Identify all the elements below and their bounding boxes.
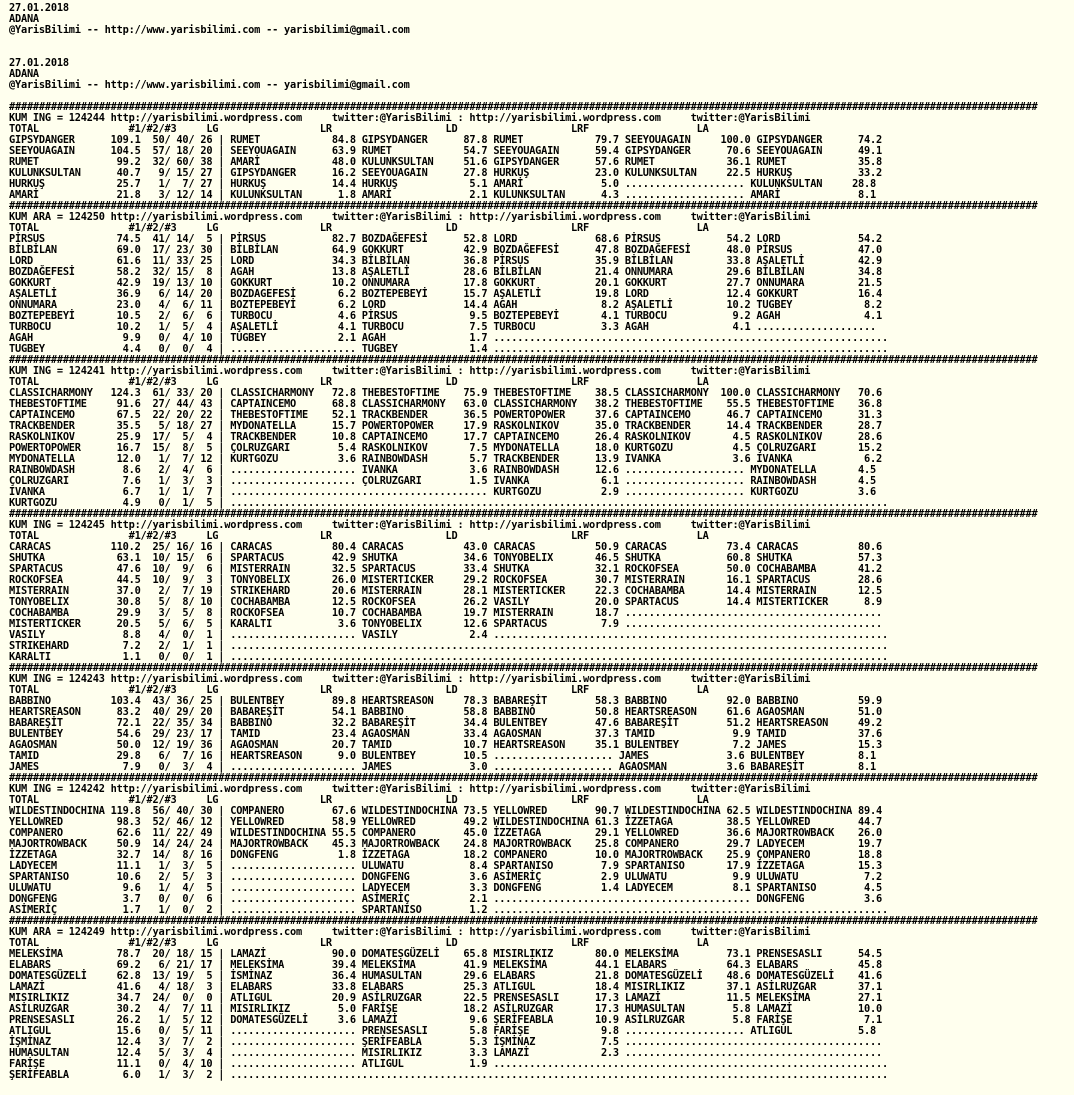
race-header: KUM ING = 124242 http://yarisbilimi.wordpress.com twitter:@YarisBilimi : http://yarisbilimi.wordpress.com twitter:@YarisBilimi	[9, 783, 811, 795]
table-row: AGAH 9.9 0/ 4/ 10 | TUGBEY 2.1 AGAH 1.7 ..................................................................	[9, 332, 888, 344]
table-row: TURBOCU 10.2 1/ 5/ 4 | AŞALETLİ 4.1 TURBOCU 7.5 TURBOCU 3.3 AGAH 4.1 ....................	[9, 321, 876, 333]
table-row: HUMASULTAN 12.4 5/ 3/ 4 | ..................... MISIRLIKIZ 3.3 LAMAZİ 2.3 ...........................................	[9, 1047, 882, 1059]
table-row: GIPSYDANGER 109.1 50/ 40/ 26 | RUMET 84.8 GIPSYDANGER 87.8 RUMET 79.7 SEEYOUAGAIN 100.0 GIPSYDANGER 74.2	[9, 134, 882, 146]
race-header: KUM ING = 124245 http://yarisbilimi.wordpress.com twitter:@YarisBilimi : http://yarisbilimi.wordpress.com twitter:@YarisBilimi	[9, 519, 811, 531]
contact-line: @YarisBilimi -- http://www.yarisbilimi.com -- yarisbilimi@gmail.com	[9, 24, 410, 36]
column-header: TOTAL #1/#2/#3 LG LR LD LRF LA	[9, 937, 709, 949]
table-row: ULUWATU 9.6 1/ 4/ 5 | ..................... LADYECEM 3.3 DONGFENG 1.4 LADYECEM 8.1 SPARTANISO 4.5	[9, 882, 882, 894]
table-row: MISTERRAIN 37.0 2/ 7/ 19 | STRIKEHARD 20.6 MISTERRAIN 28.1 MISTERTICKER 22.3 COCHABAMBA 14.4 MISTERRAIN 12.5	[9, 585, 882, 597]
table-row: LORD 61.6 11/ 33/ 25 | LORD 34.3 BİLBİLAN 36.8 PİRSUS 35.9 BİLBİLAN 33.8 AŞALETLİ 42.9	[9, 255, 882, 267]
section-separator: ############################################################################################################################################################################	[9, 354, 1038, 366]
column-header: TOTAL #1/#2/#3 LG LR LD LRF LA	[9, 530, 709, 542]
table-row: LADYECEM 11.1 1/ 3/ 5 | ..................... ULUWATU 8.4 SPARTANISO 7.9 SPARTANISO 17.9 İZZETAGA 15.3	[9, 860, 882, 872]
table-row: ŞERİFEABLA 6.0 1/ 3/ 2 | ..............................................................................................................	[9, 1069, 888, 1081]
table-row: MELEKSİMA 78.7 20/ 18/ 15 | LAMAZİ 90.0 DOMATESGÜZELİ 65.8 MISIRLIKIZ 80.0 MELEKSİMA 73.1 PRENSESASLI 54.5	[9, 948, 882, 960]
table-row: ONNUMARA 23.0 4/ 6/ 11 | BOZTEPEBEYİ 6.2 LORD 14.4 AGAH 8.2 AŞALETLİ 10.2 TUGBEY 8.2	[9, 299, 882, 311]
column-header: TOTAL #1/#2/#3 LG LR LD LRF LA	[9, 222, 709, 234]
column-header: TOTAL #1/#2/#3 LG LR LD LRF LA	[9, 794, 709, 806]
table-row: BULENTBEY 54.6 29/ 23/ 17 | TAMID 23.4 AGAOSMAN 33.4 AGAOSMAN 37.3 TAMID 9.9 TAMID 37.6	[9, 728, 882, 740]
table-row: ELABARS 69.2 6/ 21/ 17 | MELEKSİMA 39.4 MELEKSİMA 41.9 MELEKSİMA 44.1 ELABARS 64.3 ELABARS 45.8	[9, 959, 882, 971]
blank-line	[9, 36, 1074, 47]
race-header: KUM ING = 124244 http://yarisbilimi.wordpress.com twitter:@YarisBilimi : http://yarisbilimi.wordpress.com twitter:@YarisBilimi	[9, 112, 811, 124]
table-row: KULUNKSULTAN 40.7 9/ 15/ 27 | GIPSYDANGER 16.2 SEEYOUAGAIN 27.8 HURKUŞ 23.0 KULUNKSULTAN 22.5 HURKUŞ 33.2	[9, 167, 882, 179]
contact-line: @YarisBilimi -- http://www.yarisbilimi.com -- yarisbilimi@gmail.com	[9, 79, 410, 91]
table-row: IVANKA 6.7 1/ 1/ 7 | ........................................... KURTGOZU 2.9 .................... KURTGOZU 3.6	[9, 486, 876, 498]
table-row: ASİMERİÇ 1.7 1/ 0/ 2 | ..................... SPARTANISO 1.2 ..................................................................	[9, 904, 888, 916]
table-row: BİLBİLAN 69.0 17/ 23/ 30 | BİLBİLAN 64.9 GOKKURT 42.9 BOZDAĞEFESİ 47.8 BOZDAĞEFESİ 48.0 PİRSUS 47.0	[9, 244, 882, 256]
table-row: PİRSUS 74.5 41/ 14/ 5 | PİRSUS 82.7 BOZDAĞEFESİ 52.8 LORD 68.6 PİRSUS 54.2 LORD 54.2	[9, 233, 882, 245]
table-row: YELLOWRED 98.3 52/ 46/ 12 | YELLOWRED 58.9 YELLOWRED 49.2 WILDESTINDOCHINA 61.3 İZZETAGA 38.5 YELLOWRED 44.7	[9, 816, 882, 828]
race-header: KUM ARA = 124249 http://yarisbilimi.wordpress.com twitter:@YarisBilimi : http://yarisbilimi.wordpress.com twitter:@YarisBilimi	[9, 926, 811, 938]
text-line: ADANA	[9, 68, 39, 80]
table-row: RASKOLNIKOV 25.9 17/ 5/ 4 | TRACKBENDER 10.8 CAPTAINCEMO 17.7 CAPTAINCEMO 26.4 RASKOLNIKOV 4.5 RASKOLNIKOV 28.6	[9, 431, 882, 443]
table-row: LAMAZİ 41.6 4/ 18/ 3 | ELABARS 33.8 ELABARS 25.3 ATLIGUL 18.4 MISIRLIKIZ 37.1 ASİLRUZGAR 37.1	[9, 981, 882, 993]
table-row: İŞMİNAZ 12.4 3/ 7/ 2 | ..................... ŞERİFEABLA 5.3 İŞMİNAZ 7.5 ...........................................	[9, 1036, 882, 1048]
table-row: JAMES 7.9 0/ 3/ 4 | ..................... JAMES 3.0 .................... AGAOSMAN 3.6 BABAREŞİT 8.1	[9, 761, 876, 773]
column-header: TOTAL #1/#2/#3 LG LR LD LRF LA	[9, 684, 709, 696]
table-row: CARACAS 110.2 25/ 16/ 16 | CARACAS 80.4 CARACAS 43.0 CARACAS 50.9 CARACAS 73.4 CARACAS 80.6	[9, 541, 882, 553]
table-row: COCHABAMBA 29.9 3/ 5/ 8 | ROCKOFSEA 10.7 COCHABAMBA 19.7 MISTERRAIN 18.7 ...........................................	[9, 607, 882, 619]
race-header: KUM ARA = 124250 http://yarisbilimi.wordpress.com twitter:@YarisBilimi : http://yarisbilimi.wordpress.com twitter:@YarisBilimi	[9, 211, 811, 223]
date-line: 27.01.2018	[9, 57, 69, 69]
table-row: SHUTKA 63.1 10/ 15/ 6 | SPARTACUS 42.9 SHUTKA 34.6 TONYOBELIX 46.5 SHUTKA 60.8 SHUTKA 57.3	[9, 552, 882, 564]
table-row: STRIKEHARD 7.2 2/ 1/ 1 | ..............................................................................................................	[9, 640, 888, 652]
table-row: AMARİ 21.8 3/ 12/ 14 | KULUNKSULTAN 1.8 AMARİ 2.1 KULUNKSULTAN 4.3 .................... AMARİ 8.1	[9, 189, 876, 201]
table-row: VASILY 8.8 4/ 0/ 1 | ..................... VASILY 2.4 ..................................................................	[9, 629, 888, 641]
table-row: ASİLRUZGAR 30.2 4/ 7/ 11 | MISIRLIKIZ 5.0 FARİŞE 18.2 ASİLRUZGAR 17.3 HUMASULTAN 5.8 LAMAZİ 10.0	[9, 1003, 882, 1015]
section-separator: ############################################################################################################################################################################	[9, 101, 1038, 113]
table-row: ATLIGUL 15.6 0/ 5/ 11 | ..................... PRENSESASLI 5.8 FARİŞE 9.8 .................... ATLIGUL 5.8	[9, 1025, 876, 1037]
table-row: SPARTANISO 10.6 2/ 5/ 3 | ..................... DONGFENG 3.6 ASİMERİÇ 2.9 ULUWATU 9.9 ULUWATU 7.2	[9, 871, 882, 883]
table-row: DONGFENG 3.7 0/ 0/ 6 | ..................... ASİMERİÇ 2.1 ........................................... DONGFENG 3.6	[9, 893, 882, 905]
text-line: ADANA	[9, 13, 39, 25]
section-separator: ############################################################################################################################################################################	[9, 772, 1038, 784]
table-row: CAPTAINCEMO 67.5 22/ 20/ 22 | THEBESTOFTIME 52.1 TRACKBENDER 36.5 POWERTOPOWER 37.6 CAPTAINCEMO 46.7 CAPTAINCEMO 31.3	[9, 409, 882, 421]
race-header: KUM ING = 124243 http://yarisbilimi.wordpress.com twitter:@YarisBilimi : http://yarisbilimi.wordpress.com twitter:@YarisBilimi	[9, 673, 811, 685]
column-header: TOTAL #1/#2/#3 LG LR LD LRF LA	[9, 123, 709, 135]
table-row: ÇOLRUZGARI 7.6 1/ 3/ 3 | ..................... ÇOLRUZGARI 1.5 IVANKA 6.1 .................... RAINBOWDASH 4.5	[9, 475, 876, 487]
table-row: SPARTACUS 47.6 10/ 9/ 6 | MISTERRAIN 32.5 SPARTACUS 33.4 SHUTKA 32.1 ROCKOFSEA 50.0 COCHABAMBA 41.2	[9, 563, 882, 575]
table-row: SEEYOUAGAIN 104.5 57/ 18/ 20 | SEEYOUAGAIN 63.9 RUMET 54.7 SEEYOUAGAIN 59.4 GIPSYDANGER 70.6 SEEYOUAGAIN 49.1	[9, 145, 882, 157]
table-row: AŞALETLİ 36.9 6/ 14/ 20 | BOZDAGEFESİ 6.2 BOZTEPEBEYİ 15.7 AŞALETLİ 19.8 LORD 12.4 GOKKURT 16.4	[9, 288, 882, 300]
table-row: KURTGOZU 4.9 0/ 1/ 5 | ..............................................................................................................	[9, 497, 888, 509]
table-row: FARİŞE 11.1 0/ 4/ 10 | ..................... ATLIGUL 1.9 ..................................................................	[9, 1058, 888, 1070]
table-row: MYDONATELLA 12.0 1/ 7/ 12 | KURTGOZU 3.6 RAINBOWDASH 5.7 TRACKBENDER 13.9 IVANKA 3.6 IVANKA 6.2	[9, 453, 882, 465]
table-row: KARALTI 1.1 0/ 0/ 1 | ..............................................................................................................	[9, 651, 888, 663]
table-row: BABBINO 103.4 43/ 36/ 25 | BULENTBEY 89.8 HEARTSREASON 78.3 BABAREŞİT 58.3 BABBINO 92.0 BABBINO 59.9	[9, 695, 882, 707]
table-row: ROCKOFSEA 44.5 10/ 9/ 3 | TONYOBELIX 26.0 MISTERTICKER 29.2 ROCKOFSEA 30.7 MISTERRAIN 16.1 SPARTACUS 28.6	[9, 574, 882, 586]
date-line: 27.01.2018	[9, 2, 69, 14]
table-row: THEBESTOFTIME 91.6 27/ 44/ 43 | CAPTAINCEMO 68.8 CLASSICHARMONY 63.0 CLASSICHARMONY 38.2 THEBESTOFTIME 55.5 THEBESTOFTIME 36.8	[9, 398, 882, 410]
table-row: GOKKURT 42.9 19/ 13/ 10 | GOKKURT 10.2 ONNUMARA 17.8 GOKKURT 20.1 GOKKURT 27.7 ONNUMARA 21.5	[9, 277, 882, 289]
table-row: TRACKBENDER 35.5 5/ 18/ 27 | MYDONATELLA 15.7 POWERTOPOWER 17.9 RASKOLNIKOV 35.0 TRACKBENDER 14.4 TRACKBENDER 28.7	[9, 420, 882, 432]
table-row: CLASSICHARMONY 124.3 61/ 33/ 20 | CLASSICHARMONY 72.8 THEBESTOFTIME 75.9 THEBESTOFTIME 38.5 CLASSICHARMONY 100.0 CLASSICHARMONY 70.6	[9, 387, 882, 399]
blank-line	[9, 47, 1074, 58]
race-header: KUM ING = 124241 http://yarisbilimi.wordpress.com twitter:@YarisBilimi : http://yarisbilimi.wordpress.com twitter:@YarisBilimi	[9, 365, 811, 377]
table-row: POWERTOPOWER 16.7 15/ 8/ 5 | ÇOLRUZGARI 5.4 RASKOLNIKOV 7.5 MYDONATELLA 18.0 KURTGOZU 4.5 ÇOLRUZGARI 15.2	[9, 442, 882, 454]
table-row: İZZETAGA 32.7 14/ 8/ 16 | DONGFENG 1.8 İZZETAGA 18.2 COMPANERO 10.0 MAJORTROWBACK 25.9 ÇOMPANERO 18.8	[9, 849, 882, 861]
section-separator: ############################################################################################################################################################################	[9, 915, 1038, 927]
table-row: HEARTSREASON 83.2 40/ 29/ 20 | BABAREŞİT 54.1 BABBINO 58.8 BABBINO 50.8 HEARTSREASON 61.6 AGAOSMAN 51.0	[9, 706, 882, 718]
table-row: BABAREŞİT 72.1 22/ 35/ 34 | BABBINO 32.2 BABAREŞİT 34.4 BULENTBEY 47.6 BABAREŞİT 51.2 HEARTSREASON 49.2	[9, 717, 882, 729]
table-row: RAINBOWDASH 8.6 2/ 4/ 6 | ..................... IVANKA 3.6 RAINBOWDASH 12.6 .................... MYDONATELLA 4.5	[9, 464, 876, 476]
table-row: AGAOSMAN 50.0 12/ 19/ 36 | AGAOSMAN 20.7 TAMID 10.7 HEARTSREASON 35.1 BULENTBEY 7.2 JAMES 15.3	[9, 739, 882, 751]
column-header: TOTAL #1/#2/#3 LG LR LD LRF LA	[9, 376, 709, 388]
table-row: TONYOBELIX 30.8 5/ 8/ 10 | COCHABAMBA 12.5 ROCKOFSEA 26.2 VASILY 20.0 SPARTACUS 14.4 MISTERTICKER 8.9	[9, 596, 882, 608]
table-row: COMPANERO 62.6 11/ 22/ 49 | WILDESTINDOCHINA 55.5 COMPANERO 45.0 İZZETAGA 29.1 YELLOWRED 36.6 MAJORTROWBACK 26.0	[9, 827, 882, 839]
table-row: MISIRLIKIZ 34.7 24/ 0/ 0 | ATLIGUL 20.9 ASİLRUZGAR 22.5 PRENSESASLI 17.3 LAMAZİ 11.5 MELEKSİMA 27.1	[9, 992, 882, 1004]
section-separator: ############################################################################################################################################################################	[9, 200, 1038, 212]
table-row: RUMET 99.2 32/ 60/ 38 | AMARİ 48.0 KULUNKSULTAN 51.6 GIPSYDANGER 57.6 RUMET 36.1 RUMET 35.8	[9, 156, 882, 168]
table-row: HURKUŞ 25.7 1/ 7/ 27 | HURKUŞ 14.4 HURKUŞ 5.1 AMARİ 5.0 .................... KULUNKSULTAN 28.8	[9, 178, 876, 190]
table-row: BOZDAĞEFESİ 58.2 32/ 15/ 8 | AGAH 13.8 AŞALETLİ 28.6 BİLBİLAN 21.4 ONNUMARA 29.6 BİLBİLAN 34.8	[9, 266, 882, 278]
table-row: DOMATESGÜZELİ 62.8 13/ 19/ 5 | İSMİNAZ 36.4 HUMASULTAN 29.6 ELABARS 21.8 DOMATESGÜZELİ 48.6 DOMATESGÜZELİ 41.6	[9, 970, 882, 982]
table-row: MAJORTROWBACK 50.9 14/ 24/ 24 | MAJORTROWBACK 45.3 MAJORTROWBACK 24.8 MAJORTROWBACK 25.8 COMPANERO 29.7 LADYECEM 19.7	[9, 838, 882, 850]
table-row: TUGBEY 4.4 0/ 0/ 4 | ..................... TUGBEY 1.4 ..................................................................	[9, 343, 888, 355]
table-row: PRENSESASLI 26.2 1/ 5/ 12 | DOMATESGÜZELİ 3.6 LAMAZİ 9.6 ŞERİFEABLA 10.9 ASİLRUZGAR 5.8 FARİŞE 7.1	[9, 1014, 882, 1026]
table-row: WILDESTINDOCHINA 119.8 56/ 40/ 30 | COMPANERO 67.6 WILDESTINDOCHINA 73.5 YELLOWRED 90.7 WILDESTINDOCHINA 62.5 WILDESTINDOCHINA 89.4	[9, 805, 882, 817]
table-row: BOZTEPEBEYİ 10.5 2/ 6/ 6 | TURBOCU 4.6 PİRSUS 9.5 BOZTEPEBEYİ 4.1 TURBOCU 9.2 AGAH 4.1	[9, 310, 882, 322]
section-separator: ############################################################################################################################################################################	[9, 662, 1038, 674]
section-separator: ############################################################################################################################################################################	[9, 508, 1038, 520]
table-row: MISTERTICKER 20.5 5/ 6/ 5 | KARALTI 3.6 TONYOBELIX 12.6 SPARTACUS 7.9 ...........................................	[9, 618, 882, 630]
table-row: TAMID 29.8 6/ 7/ 16 | HEARTSREASON 9.0 BULENTBEY 10.5 .................... JAMES 3.6 BULENTBEY 8.1	[9, 750, 876, 762]
